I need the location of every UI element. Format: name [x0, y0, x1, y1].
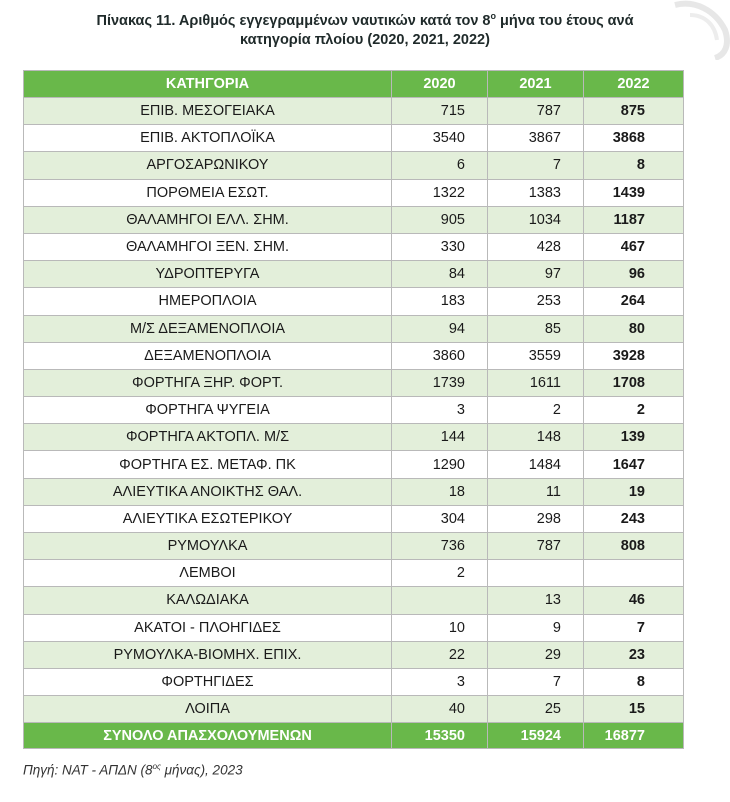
category-cell: ΡΥΜΟΥΛΚΑ — [24, 533, 392, 560]
value-2021-cell: 787 — [488, 533, 584, 560]
value-2022-cell — [584, 560, 684, 587]
value-2020-cell: 715 — [392, 98, 488, 125]
category-cell: ΠΟΡΘΜΕΙΑ ΕΣΩΤ. — [24, 179, 392, 206]
total-2021: 15924 — [488, 723, 584, 749]
total-2020: 15350 — [392, 723, 488, 749]
value-2022-cell: 1647 — [584, 451, 684, 478]
value-2021-cell: 3559 — [488, 342, 584, 369]
table-row — [24, 288, 684, 315]
source-note — [23, 762, 243, 778]
value-2021-cell: 11 — [488, 478, 584, 505]
table-row — [24, 179, 684, 206]
table-header-row — [24, 71, 684, 98]
value-2021-cell: 25 — [488, 696, 584, 723]
value-2022-cell: 808 — [584, 533, 684, 560]
value-2022-cell: 875 — [584, 98, 684, 125]
table-row — [24, 505, 684, 532]
total-label: ΣΥΝΟΛΟ ΑΠΑΣΧΟΛΟΥΜΕΝΩΝ — [24, 723, 392, 749]
table-row — [24, 614, 684, 641]
value-2021-cell: 1611 — [488, 369, 584, 396]
value-2022-cell: 1187 — [584, 206, 684, 233]
value-2021-cell: 85 — [488, 315, 584, 342]
value-2020-cell: 2 — [392, 560, 488, 587]
value-2020-cell: 304 — [392, 505, 488, 532]
value-2022-cell: 23 — [584, 641, 684, 668]
table-row — [24, 587, 684, 614]
value-2020-cell: 84 — [392, 261, 488, 288]
value-2020-cell: 3 — [392, 668, 488, 695]
category-cell: Μ/Σ ΔΕΞΑΜΕΝΟΠΛΟΙΑ — [24, 315, 392, 342]
table-row — [24, 125, 684, 152]
table-row — [24, 233, 684, 260]
value-2021-cell: 1383 — [488, 179, 584, 206]
value-2021-cell: 428 — [488, 233, 584, 260]
category-cell: ΦΟΡΤΗΓΑ ΕΣ. ΜΕΤΑΦ. ΠΚ — [24, 451, 392, 478]
table-row — [24, 560, 684, 587]
value-2022-cell: 264 — [584, 288, 684, 315]
table-row — [24, 533, 684, 560]
value-2022-cell: 1708 — [584, 369, 684, 396]
value-2020-cell: 10 — [392, 614, 488, 641]
value-2020-cell: 144 — [392, 424, 488, 451]
header-2020: 2020 — [392, 71, 488, 98]
value-2021-cell: 2 — [488, 397, 584, 424]
total-2022: 16877 — [584, 723, 684, 749]
table-row — [24, 641, 684, 668]
value-2020-cell: 905 — [392, 206, 488, 233]
category-cell: ΑΛΙΕΥΤΙΚΑ ΕΣΩΤΕΡΙΚΟΥ — [24, 505, 392, 532]
value-2021-cell: 13 — [488, 587, 584, 614]
category-cell: ΕΠΙΒ. ΑΚΤΟΠΛΟΪΚΑ — [24, 125, 392, 152]
table-row — [24, 315, 684, 342]
table-row — [24, 478, 684, 505]
value-2020-cell: 1739 — [392, 369, 488, 396]
value-2020-cell: 6 — [392, 152, 488, 179]
category-cell: ΛΟΙΠΑ — [24, 696, 392, 723]
value-2021-cell: 787 — [488, 98, 584, 125]
watermark-logo-icon — [655, 0, 730, 60]
value-2022-cell: 2 — [584, 397, 684, 424]
value-2021-cell: 29 — [488, 641, 584, 668]
value-2021-cell: 3867 — [488, 125, 584, 152]
category-cell: ΦΟΡΤΗΓΑ ΞΗΡ. ΦΟΡΤ. — [24, 369, 392, 396]
category-cell: ΑΚΑΤΟΙ - ΠΛΟΗΓΙΔΕΣ — [24, 614, 392, 641]
source-suffix: μήνας), 2023 — [160, 762, 243, 778]
value-2021-cell: 253 — [488, 288, 584, 315]
category-cell: ΦΟΡΤΗΓΑ ΨΥΓΕΙΑ — [24, 397, 392, 424]
value-2021-cell: 7 — [488, 668, 584, 695]
table-body — [24, 98, 684, 723]
value-2021-cell: 1034 — [488, 206, 584, 233]
title-line1-suffix: μήνα του έτους ανά — [496, 13, 634, 29]
total-row — [24, 723, 684, 749]
table-row — [24, 397, 684, 424]
value-2022-cell: 8 — [584, 152, 684, 179]
category-cell: ΑΡΓΟΣΑΡΩΝΙΚΟΥ — [24, 152, 392, 179]
value-2021-cell: 148 — [488, 424, 584, 451]
value-2020-cell: 3860 — [392, 342, 488, 369]
table-row — [24, 98, 684, 125]
title-superscript: ο — [490, 11, 496, 22]
category-cell: ΥΔΡΟΠΤΕΡΥΓΑ — [24, 261, 392, 288]
category-cell: ΑΛΙΕΥΤΙΚΑ ΑΝΟΙΚΤΗΣ ΘΑΛ. — [24, 478, 392, 505]
value-2022-cell: 15 — [584, 696, 684, 723]
value-2021-cell — [488, 560, 584, 587]
table-row — [24, 152, 684, 179]
table-row — [24, 206, 684, 233]
value-2021-cell: 298 — [488, 505, 584, 532]
category-cell: ΘΑΛΑΜΗΓΟΙ ΞΕΝ. ΣΗΜ. — [24, 233, 392, 260]
value-2020-cell: 94 — [392, 315, 488, 342]
value-2020-cell: 1322 — [392, 179, 488, 206]
category-cell: ΔΕΞΑΜΕΝΟΠΛΟΙΑ — [24, 342, 392, 369]
value-2022-cell: 139 — [584, 424, 684, 451]
category-cell: ΘΑΛΑΜΗΓΟΙ ΕΛΛ. ΣΗΜ. — [24, 206, 392, 233]
value-2022-cell: 243 — [584, 505, 684, 532]
title-line1-prefix: Πίνακας 11. Αριθμός εγγεγραμμένων ναυτικών κατά τον 8 — [96, 13, 491, 29]
category-cell: ΕΠΙΒ. ΜΕΣΟΓΕΙΑΚΑ — [24, 98, 392, 125]
table-row — [24, 668, 684, 695]
source-prefix: Πηγή: ΝΑΤ - ΑΠΔΝ (8 — [23, 762, 153, 778]
category-cell: ΛΕΜΒΟΙ — [24, 560, 392, 587]
source-superscript: ος — [152, 762, 161, 771]
value-2020-cell: 183 — [392, 288, 488, 315]
table-row — [24, 424, 684, 451]
category-cell: ΡΥΜΟΥΛΚΑ-ΒΙΟΜΗΧ. ΕΠΙΧ. — [24, 641, 392, 668]
category-cell: ΚΑΛΩΔΙΑΚΑ — [24, 587, 392, 614]
value-2022-cell: 80 — [584, 315, 684, 342]
title-line2: κατηγορία πλοίου (2020, 2021, 2022) — [240, 32, 490, 48]
table-title — [0, 12, 730, 50]
value-2020-cell: 1290 — [392, 451, 488, 478]
value-2022-cell: 19 — [584, 478, 684, 505]
header-category: ΚΑΤΗΓΟΡΙΑ — [24, 71, 392, 98]
header-2022: 2022 — [584, 71, 684, 98]
seafarers-table — [23, 70, 684, 749]
value-2021-cell: 97 — [488, 261, 584, 288]
value-2020-cell: 18 — [392, 478, 488, 505]
table-row — [24, 451, 684, 478]
value-2020-cell: 22 — [392, 641, 488, 668]
value-2021-cell: 1484 — [488, 451, 584, 478]
value-2022-cell: 96 — [584, 261, 684, 288]
category-cell: ΦΟΡΤΗΓΑ ΑΚΤΟΠΛ. Μ/Σ — [24, 424, 392, 451]
value-2020-cell: 3540 — [392, 125, 488, 152]
table-row — [24, 369, 684, 396]
table-row — [24, 696, 684, 723]
category-cell: ΗΜΕΡΟΠΛΟΙΑ — [24, 288, 392, 315]
value-2022-cell: 3928 — [584, 342, 684, 369]
value-2020-cell: 3 — [392, 397, 488, 424]
value-2020-cell — [392, 587, 488, 614]
category-cell: ΦΟΡΤΗΓΙΔΕΣ — [24, 668, 392, 695]
value-2021-cell: 9 — [488, 614, 584, 641]
table-row — [24, 342, 684, 369]
value-2020-cell: 330 — [392, 233, 488, 260]
value-2022-cell: 1439 — [584, 179, 684, 206]
value-2021-cell: 7 — [488, 152, 584, 179]
value-2022-cell: 46 — [584, 587, 684, 614]
value-2020-cell: 736 — [392, 533, 488, 560]
table-row — [24, 261, 684, 288]
value-2022-cell: 8 — [584, 668, 684, 695]
value-2022-cell: 467 — [584, 233, 684, 260]
value-2022-cell: 3868 — [584, 125, 684, 152]
header-2021: 2021 — [488, 71, 584, 98]
value-2020-cell: 40 — [392, 696, 488, 723]
value-2022-cell: 7 — [584, 614, 684, 641]
